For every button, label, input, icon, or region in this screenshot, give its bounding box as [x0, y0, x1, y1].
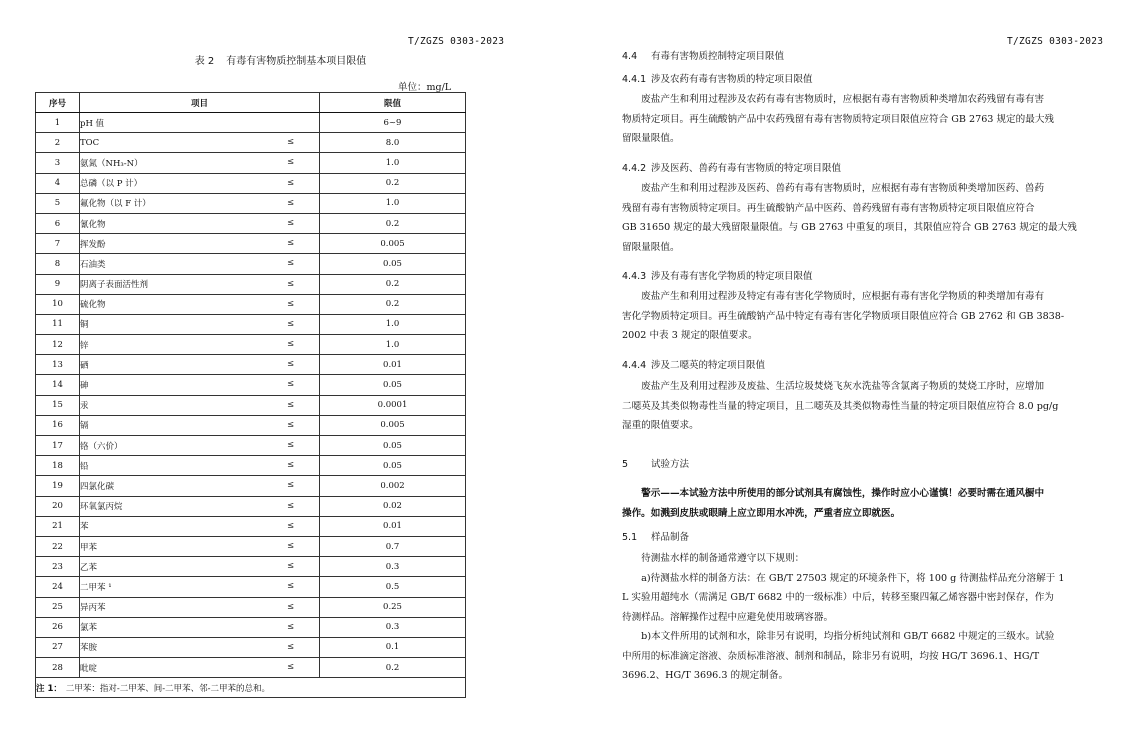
item-name: 苯胺	[80, 643, 98, 654]
operator-sign: ≤	[287, 339, 295, 350]
row-item	[80, 536, 320, 556]
row-limit: 0.2	[320, 658, 466, 678]
row-item	[80, 415, 320, 435]
table-row	[36, 557, 466, 577]
table-row	[36, 133, 466, 153]
row-limit: 0.0001	[320, 395, 466, 415]
row-item	[80, 113, 320, 133]
table-row	[36, 254, 466, 274]
note-label: 注 1：	[36, 683, 62, 694]
row-number: 21	[36, 516, 80, 536]
section-heading-5-1: 5.1 样品制备	[622, 532, 690, 543]
row-item	[80, 395, 320, 415]
table-row	[36, 577, 466, 597]
item-name: 锌	[80, 340, 89, 351]
item-name: 砷	[80, 381, 89, 392]
row-limit: 0.1	[320, 637, 466, 657]
table-row	[36, 274, 466, 294]
row-limit: 0.005	[320, 415, 466, 435]
table-row	[36, 153, 466, 173]
row-item	[80, 637, 320, 657]
operator-sign: ≤	[287, 359, 295, 370]
note-text: 二甲苯：指对-二甲苯、间-二甲苯、邻-二甲苯的总和。	[65, 683, 270, 694]
table-note	[36, 678, 466, 698]
item-name: pH 值	[80, 118, 105, 129]
table-row	[36, 415, 466, 435]
row-limit: 0.05	[320, 456, 466, 476]
row-item	[80, 314, 320, 334]
table-row	[36, 617, 466, 637]
item-name: 环氧氯丙烷	[80, 502, 123, 513]
row-limit: 0.01	[320, 516, 466, 536]
item-name: 铅	[80, 461, 89, 472]
row-number: 26	[36, 617, 80, 637]
row-limit: 0.25	[320, 597, 466, 617]
paragraph-5-1: 待测盐水样的制备通常遵守以下规则： a)待测盐水样的制备方法：在 GB/T 27503 规定的环境条件下，将 100 g 待测盐样品充分溶解于 1 L 实验用超纯水（需满足 GB/T 6682 中的一级标准）中后，转移至聚四氟乙烯容器中密封保存，作为 待测样品。溶解操作过程中应避免使用玻璃容器。 b)本文件所用的试剂和水，除非另有说明，均指分析纯试剂和 GB/T 6682 中规定的三级水。试验 中所用的标准滴定溶液、杂质标准溶液、制剂和制品，除非另有说明，均按 HG/T 3696.1、HG/T 3696.2、HG/T 3696.3 的规定制备。	[622, 553, 1065, 681]
operator-sign: ≤	[287, 197, 295, 208]
item-name: 总磷（以 P 计）	[80, 179, 143, 190]
item-name: 铜	[80, 320, 89, 331]
item-name: 氰化物	[80, 219, 106, 230]
row-item	[80, 456, 320, 476]
table-title	[0, 52, 561, 67]
table-row	[36, 476, 466, 496]
row-number: 16	[36, 415, 80, 435]
table-title-text: 有毒有害物质控制基本项目限值	[226, 56, 367, 67]
table-row	[36, 314, 466, 334]
row-item	[80, 274, 320, 294]
unit-value: mg/L	[426, 82, 452, 93]
row-number: 6	[36, 213, 80, 233]
item-name: 苯	[80, 522, 89, 533]
row-limit: 0.5	[320, 577, 466, 597]
row-number: 14	[36, 375, 80, 395]
row-item	[80, 577, 320, 597]
operator-sign: ≤	[287, 460, 295, 471]
row-number: 11	[36, 314, 80, 334]
paragraph-4-4-2: 废盐产生和利用过程涉及医药、兽药有毒有害物质时，应根据有毒有害物质种类增加医药、兽药 残留有毒有害物质特定项目。再生硫酸钠产品中医药、兽药残留有毒有害物质特定项目限值应符合 GB 31650 规定的最大残留限量限值。与 GB 2763 中重复的项目，其限值应符合 GB 2763 规定的最大残 留限量限值。	[622, 183, 1077, 253]
row-limit: 1.0	[320, 153, 466, 173]
column-header-limit: 限值	[320, 93, 466, 113]
item-name: 吡啶	[80, 663, 98, 674]
row-limit: 0.005	[320, 234, 466, 254]
row-item	[80, 516, 320, 536]
operator-sign: ≤	[287, 480, 295, 491]
operator-sign: ≤	[287, 500, 295, 511]
operator-sign: ≤	[287, 278, 295, 289]
operator-sign: ≤	[287, 238, 295, 249]
table-row	[36, 193, 466, 213]
item-name: 硫化物	[80, 300, 106, 311]
item-name: 石油类	[80, 259, 106, 270]
item-name: 铬（六价）	[80, 441, 123, 452]
operator-sign: ≤	[287, 662, 295, 673]
operator-sign: ≤	[287, 540, 295, 551]
row-number: 18	[36, 456, 80, 476]
row-number: 13	[36, 355, 80, 375]
row-limit: 1.0	[320, 335, 466, 355]
table-row	[36, 375, 466, 395]
row-item	[80, 617, 320, 637]
item-name: 氟化物（以 F 计）	[80, 199, 151, 210]
table-row	[36, 658, 466, 678]
row-limit: 1.0	[320, 314, 466, 334]
table-label: 表 2	[194, 56, 215, 67]
row-number: 15	[36, 395, 80, 415]
row-number: 2	[36, 133, 80, 153]
item-name: 阴离子表面活性剂	[80, 280, 149, 291]
item-name: 氯苯	[80, 623, 98, 634]
operator-sign: ≤	[287, 177, 295, 188]
table-row	[36, 536, 466, 556]
table-row	[36, 436, 466, 456]
table-row	[36, 456, 466, 476]
row-item	[80, 355, 320, 375]
row-limit: 0.002	[320, 476, 466, 496]
row-number: 5	[36, 193, 80, 213]
row-number: 27	[36, 637, 80, 657]
row-item	[80, 375, 320, 395]
row-number: 17	[36, 436, 80, 456]
row-item	[80, 173, 320, 193]
item-name: 汞	[80, 401, 89, 412]
section-heading-4-4-4: 4.4.4 涉及二噁英的特定项目限值	[622, 360, 766, 371]
operator-sign: ≤	[287, 298, 295, 309]
standard-code: T/ZGZS 0303-2023	[408, 36, 505, 47]
table-row	[36, 294, 466, 314]
item-name: 二甲苯 ¹	[80, 582, 112, 593]
unit-label	[398, 79, 451, 93]
row-item	[80, 597, 320, 617]
table-row	[36, 516, 466, 536]
section-heading-4-4-1: 4.4.1 涉及农药有毒有害物质的特定项目限值	[622, 74, 813, 85]
column-header-item: 项目	[80, 93, 320, 113]
table-row	[36, 597, 466, 617]
row-limit: 8.0	[320, 133, 466, 153]
row-limit: 0.2	[320, 213, 466, 233]
row-limit: 0.2	[320, 294, 466, 314]
row-number: 22	[36, 536, 80, 556]
operator-sign: ≤	[287, 581, 295, 592]
row-item	[80, 335, 320, 355]
section-heading-5: 5 试验方法	[622, 459, 690, 470]
right-page	[561, 0, 1122, 736]
column-header-no: 序号	[36, 93, 80, 113]
table-header-row	[36, 93, 466, 113]
standard-code: T/ZGZS 0303-2023	[1007, 36, 1104, 47]
paragraph-4-4-4: 废盐产生及利用过程涉及废盐、生活垃圾焚烧飞灰水洗盐等含氯离子物质的焚烧工序时，应增加 二噁英及其类似物毒性当量的特定项目，且二噁英及其类似物毒性当量的特定项目限值应符合 8.0 pg/g 湿重的限值要求。	[622, 381, 1059, 431]
operator-sign: ≤	[287, 318, 295, 329]
row-limit: 0.05	[320, 436, 466, 456]
item-name: TOC	[80, 137, 100, 148]
operator-sign: ≤	[287, 601, 295, 612]
row-limit: 0.2	[320, 274, 466, 294]
operator-sign: ≤	[287, 399, 295, 410]
row-limit: 6~9	[320, 113, 466, 133]
row-number: 8	[36, 254, 80, 274]
item-name: 乙苯	[80, 562, 98, 573]
item-name: 甲苯	[80, 542, 98, 553]
row-limit: 0.7	[320, 536, 466, 556]
row-item	[80, 153, 320, 173]
table-row	[36, 113, 466, 133]
row-number: 10	[36, 294, 80, 314]
row-item	[80, 658, 320, 678]
operator-sign: ≤	[287, 440, 295, 450]
row-item	[80, 234, 320, 254]
row-number: 28	[36, 658, 80, 678]
row-item	[80, 557, 320, 577]
paragraph-4-4-1: 废盐产生和利用过程涉及农药有毒有害物质时，应根据有毒有害物质种类增加农药残留有毒有害 物质特定项目。再生硫酸钠产品中农药残留有毒有害物质特定项目限值应符合 GB 2763 规定的最大残 留限量限值。	[622, 94, 1055, 144]
row-limit: 0.3	[320, 557, 466, 577]
table-row	[36, 335, 466, 355]
row-item	[80, 193, 320, 213]
row-item	[80, 213, 320, 233]
row-number: 20	[36, 496, 80, 516]
operator-sign: ≤	[287, 561, 295, 572]
row-number: 25	[36, 597, 80, 617]
row-number: 12	[36, 335, 80, 355]
section-heading-4-4: 4.4 有毒有害物质控制特定项目限值	[622, 51, 785, 62]
table-row	[36, 234, 466, 254]
table-row	[36, 173, 466, 193]
row-number: 1	[36, 113, 80, 133]
item-name: 挥发酚	[80, 239, 106, 250]
table-row	[36, 213, 466, 233]
section-heading-4-4-2: 4.4.2 涉及医药、兽药有毒有害物质的特定项目限值	[622, 163, 842, 174]
row-number: 7	[36, 234, 80, 254]
row-limit: 0.2	[320, 173, 466, 193]
unit-key: 单位：	[398, 82, 427, 93]
row-item	[80, 496, 320, 516]
row-item	[80, 476, 320, 496]
row-number: 9	[36, 274, 80, 294]
row-number: 19	[36, 476, 80, 496]
table-row	[36, 637, 466, 657]
operator-sign: ≤	[287, 621, 295, 632]
row-number: 23	[36, 557, 80, 577]
operator-sign: ≤	[287, 137, 295, 148]
row-number: 3	[36, 153, 80, 173]
item-name: 硒	[80, 360, 89, 371]
table-row	[36, 496, 466, 516]
row-item	[80, 254, 320, 274]
row-limit: 0.01	[320, 355, 466, 375]
item-name: 镉	[80, 421, 89, 432]
table-row	[36, 395, 466, 415]
item-name: 氨氮（NH₃-N）	[80, 158, 143, 169]
row-number: 24	[36, 577, 80, 597]
table-row	[36, 355, 466, 375]
item-name: 四氯化碳	[80, 481, 115, 492]
row-limit: 1.0	[320, 193, 466, 213]
operator-sign: ≤	[287, 520, 295, 531]
operator-sign: ≤	[287, 217, 295, 228]
operator-sign: ≤	[287, 157, 295, 168]
paragraph-4-4-3: 废盐产生和利用过程涉及特定有毒有害化学物质时，应根据有毒有害化学物质的种类增加有毒有 害化学物质特定项目。再生硫酸钠产品中特定有毒有害化学物质项目限值应符合 GB 2762 和 GB 3838- 2002 中表 3 规定的限值要求。	[622, 291, 1065, 341]
row-item	[80, 436, 320, 456]
item-name: 异丙苯	[80, 603, 106, 614]
table-body	[36, 113, 466, 678]
section-heading-4-4-3: 4.4.3 涉及有毒有害化学物质的特定项目限值	[622, 271, 813, 282]
limits-table	[35, 92, 466, 698]
row-limit: 0.02	[320, 496, 466, 516]
row-item	[80, 294, 320, 314]
row-limit: 0.05	[320, 254, 466, 274]
row-limit: 0.3	[320, 617, 466, 637]
row-item	[80, 133, 320, 153]
warning-text: 警示——本试验方法中所使用的部分试剂具有腐蚀性，操作时应小心谨慎！必要时需在通风橱中 操作。如溅到皮肤或眼睛上应立即用水冲洗，严重者应立即就医。	[622, 488, 1045, 519]
operator-sign: ≤	[287, 258, 295, 269]
row-number: 4	[36, 173, 80, 193]
operator-sign: ≤	[287, 419, 295, 430]
row-limit: 0.05	[320, 375, 466, 395]
operator-sign: ≤	[287, 379, 295, 390]
operator-sign: ≤	[287, 641, 295, 652]
table-note-row	[36, 678, 466, 698]
